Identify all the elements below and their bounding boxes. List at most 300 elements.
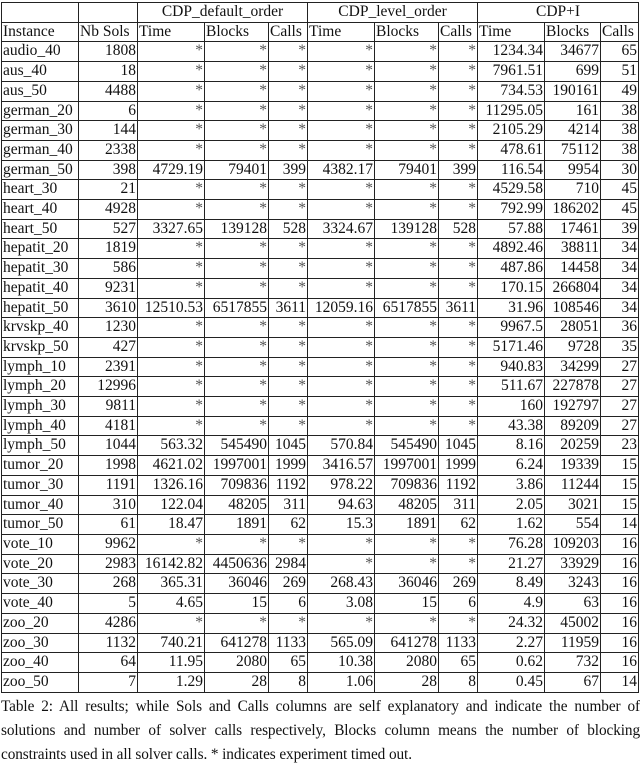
value-cell: 62 bbox=[439, 515, 478, 535]
value-cell: 310 bbox=[79, 495, 138, 515]
value-cell: * bbox=[439, 101, 478, 121]
table-row bbox=[2, 633, 639, 653]
value-cell: 1191 bbox=[79, 475, 138, 495]
value-cell: 38 bbox=[601, 121, 639, 141]
value-cell: 2983 bbox=[79, 554, 138, 574]
value-cell: * bbox=[308, 278, 375, 298]
value-cell: * bbox=[205, 259, 269, 279]
value-cell: 554 bbox=[545, 515, 601, 535]
value-cell: 45 bbox=[601, 200, 639, 220]
value-cell: * bbox=[205, 278, 269, 298]
instance-cell: krvskp_50 bbox=[2, 337, 79, 357]
value-cell: * bbox=[269, 239, 308, 259]
value-cell: * bbox=[205, 613, 269, 633]
value-cell: 6517855 bbox=[205, 298, 269, 318]
value-cell: 4529.58 bbox=[478, 180, 545, 200]
value-cell: 63 bbox=[545, 594, 601, 614]
value-cell: 2338 bbox=[79, 140, 138, 160]
value-cell: * bbox=[205, 62, 269, 82]
table-caption: Table 2: All results; while Sols and Calls columns are self explanatory and indicate the number of solutions and number of solver calls respectively, Blocks column means the number of blocking constraints used in all solver calls. * indicates experiment timed out. bbox=[1, 697, 640, 763]
value-cell: * bbox=[269, 259, 308, 279]
value-cell: * bbox=[308, 397, 375, 417]
value-cell: 311 bbox=[269, 495, 308, 515]
table-row bbox=[2, 62, 639, 82]
value-cell: 3611 bbox=[439, 298, 478, 318]
instance-cell: hepatit_40 bbox=[2, 278, 79, 298]
value-cell: 734.53 bbox=[478, 81, 545, 101]
value-cell: * bbox=[439, 81, 478, 101]
value-cell: * bbox=[205, 534, 269, 554]
value-cell: 8 bbox=[439, 672, 478, 692]
value-cell: 4928 bbox=[79, 200, 138, 220]
value-cell: 511.67 bbox=[478, 377, 545, 397]
instance-cell: heart_30 bbox=[2, 180, 79, 200]
value-cell: 18 bbox=[79, 62, 138, 82]
instance-cell: hepatit_30 bbox=[2, 259, 79, 279]
value-cell: 20259 bbox=[545, 436, 601, 456]
value-cell: 67 bbox=[545, 672, 601, 692]
value-cell: * bbox=[205, 397, 269, 417]
table-row bbox=[2, 140, 639, 160]
value-cell: 34299 bbox=[545, 357, 601, 377]
value-cell: 65 bbox=[269, 653, 308, 673]
value-cell: 1999 bbox=[439, 456, 478, 476]
value-cell: * bbox=[439, 377, 478, 397]
value-cell: * bbox=[205, 42, 269, 62]
instance-cell: vote_10 bbox=[2, 534, 79, 554]
value-cell: * bbox=[269, 318, 308, 338]
table-row bbox=[2, 357, 639, 377]
group-header-row bbox=[2, 3, 639, 23]
value-cell: 15 bbox=[601, 456, 639, 476]
instance-cell: zoo_20 bbox=[2, 613, 79, 633]
table-row bbox=[2, 337, 639, 357]
value-cell: 1998 bbox=[79, 456, 138, 476]
value-cell: 9231 bbox=[79, 278, 138, 298]
value-cell: 398 bbox=[79, 160, 138, 180]
value-cell: 38 bbox=[601, 101, 639, 121]
value-cell: 4892.46 bbox=[478, 239, 545, 259]
group-header-empty bbox=[2, 3, 79, 23]
table-row bbox=[2, 554, 639, 574]
value-cell: 545490 bbox=[205, 436, 269, 456]
value-cell: 1045 bbox=[439, 436, 478, 456]
value-cell: 527 bbox=[79, 219, 138, 239]
value-cell: 3243 bbox=[545, 574, 601, 594]
value-cell: * bbox=[138, 200, 205, 220]
value-cell: * bbox=[375, 239, 439, 259]
column-header-calls: Calls bbox=[269, 22, 308, 42]
value-cell: * bbox=[138, 42, 205, 62]
value-cell: * bbox=[308, 81, 375, 101]
value-cell: 28051 bbox=[545, 318, 601, 338]
value-cell: 116.54 bbox=[478, 160, 545, 180]
value-cell: 1133 bbox=[439, 633, 478, 653]
table-row bbox=[2, 278, 639, 298]
value-cell: * bbox=[375, 377, 439, 397]
value-cell: 1.62 bbox=[478, 515, 545, 535]
value-cell: * bbox=[439, 140, 478, 160]
value-cell: * bbox=[138, 357, 205, 377]
value-cell: 161 bbox=[545, 101, 601, 121]
instance-cell: zoo_50 bbox=[2, 672, 79, 692]
value-cell: 978.22 bbox=[308, 475, 375, 495]
value-cell: 266804 bbox=[545, 278, 601, 298]
value-cell: 34 bbox=[601, 278, 639, 298]
value-cell: * bbox=[138, 259, 205, 279]
value-cell: * bbox=[308, 62, 375, 82]
value-cell: * bbox=[308, 42, 375, 62]
value-cell: * bbox=[375, 81, 439, 101]
value-cell: * bbox=[138, 121, 205, 141]
value-cell: 311 bbox=[439, 495, 478, 515]
value-cell: 16 bbox=[601, 534, 639, 554]
value-cell: * bbox=[375, 397, 439, 417]
value-cell: 19339 bbox=[545, 456, 601, 476]
column-header-instance: Instance bbox=[2, 22, 79, 42]
value-cell: 16 bbox=[601, 653, 639, 673]
instance-cell: audio_40 bbox=[2, 42, 79, 62]
value-cell: 6517855 bbox=[375, 298, 439, 318]
value-cell: * bbox=[269, 140, 308, 160]
value-cell: 2.27 bbox=[478, 633, 545, 653]
value-cell: 6 bbox=[439, 594, 478, 614]
value-cell: * bbox=[439, 42, 478, 62]
value-cell: 1819 bbox=[79, 239, 138, 259]
value-cell: 6 bbox=[269, 594, 308, 614]
value-cell: 24.32 bbox=[478, 613, 545, 633]
value-cell: * bbox=[269, 613, 308, 633]
value-cell: 75112 bbox=[545, 140, 601, 160]
table-row bbox=[2, 397, 639, 417]
instance-cell: lymph_20 bbox=[2, 377, 79, 397]
column-header-calls: Calls bbox=[439, 22, 478, 42]
value-cell: * bbox=[308, 200, 375, 220]
value-cell: * bbox=[269, 534, 308, 554]
value-cell: 190161 bbox=[545, 81, 601, 101]
value-cell: 710 bbox=[545, 180, 601, 200]
value-cell: * bbox=[269, 278, 308, 298]
table-row bbox=[2, 574, 639, 594]
value-cell: 0.45 bbox=[478, 672, 545, 692]
value-cell: * bbox=[439, 534, 478, 554]
value-cell: 12996 bbox=[79, 377, 138, 397]
value-cell: * bbox=[269, 377, 308, 397]
value-cell: * bbox=[269, 62, 308, 82]
table-row bbox=[2, 180, 639, 200]
value-cell: 563.32 bbox=[138, 436, 205, 456]
value-cell: 2391 bbox=[79, 357, 138, 377]
column-header-time: Time bbox=[308, 22, 375, 42]
value-cell: 4181 bbox=[79, 416, 138, 436]
instance-cell: german_30 bbox=[2, 121, 79, 141]
value-cell: 38811 bbox=[545, 239, 601, 259]
instance-cell: hepatit_50 bbox=[2, 298, 79, 318]
value-cell: 12059.16 bbox=[308, 298, 375, 318]
value-cell: 1044 bbox=[79, 436, 138, 456]
value-cell: 4729.19 bbox=[138, 160, 205, 180]
instance-cell: lymph_10 bbox=[2, 357, 79, 377]
value-cell: * bbox=[439, 357, 478, 377]
value-cell: 792.99 bbox=[478, 200, 545, 220]
value-cell: * bbox=[439, 554, 478, 574]
value-cell: 17461 bbox=[545, 219, 601, 239]
instance-cell: german_40 bbox=[2, 140, 79, 160]
table-row bbox=[2, 436, 639, 456]
value-cell: * bbox=[269, 200, 308, 220]
value-cell: * bbox=[375, 101, 439, 121]
value-cell: * bbox=[138, 397, 205, 417]
value-cell: 2984 bbox=[269, 554, 308, 574]
value-cell: 16 bbox=[601, 594, 639, 614]
value-cell: * bbox=[138, 318, 205, 338]
value-cell: * bbox=[138, 613, 205, 633]
value-cell: * bbox=[269, 180, 308, 200]
value-cell: 5 bbox=[79, 594, 138, 614]
value-cell: 15 bbox=[205, 594, 269, 614]
value-cell: * bbox=[308, 121, 375, 141]
value-cell: * bbox=[205, 200, 269, 220]
value-cell: 51 bbox=[601, 62, 639, 82]
value-cell: * bbox=[308, 377, 375, 397]
value-cell: * bbox=[138, 101, 205, 121]
instance-cell: vote_20 bbox=[2, 554, 79, 574]
table-row bbox=[2, 515, 639, 535]
value-cell: 18.47 bbox=[138, 515, 205, 535]
value-cell: * bbox=[138, 416, 205, 436]
value-cell: 709836 bbox=[205, 475, 269, 495]
value-cell: 565.09 bbox=[308, 633, 375, 653]
group-header-cdp-plus-i: CDP+I bbox=[478, 3, 639, 23]
value-cell: 109203 bbox=[545, 534, 601, 554]
value-cell: 94.63 bbox=[308, 495, 375, 515]
value-cell: 1999 bbox=[269, 456, 308, 476]
value-cell: * bbox=[439, 239, 478, 259]
value-cell: 699 bbox=[545, 62, 601, 82]
value-cell: * bbox=[308, 416, 375, 436]
instance-cell: tumor_50 bbox=[2, 515, 79, 535]
value-cell: 3611 bbox=[269, 298, 308, 318]
value-cell: 1045 bbox=[269, 436, 308, 456]
value-cell: 27 bbox=[601, 416, 639, 436]
value-cell: 139128 bbox=[375, 219, 439, 239]
value-cell: 79401 bbox=[205, 160, 269, 180]
value-cell: * bbox=[205, 357, 269, 377]
table-row bbox=[2, 613, 639, 633]
instance-cell: zoo_30 bbox=[2, 633, 79, 653]
value-cell: 15 bbox=[601, 475, 639, 495]
value-cell: 4450636 bbox=[205, 554, 269, 574]
value-cell: * bbox=[439, 259, 478, 279]
value-cell: 3327.65 bbox=[138, 219, 205, 239]
instance-cell: tumor_30 bbox=[2, 475, 79, 495]
value-cell: 43.38 bbox=[478, 416, 545, 436]
value-cell: 0.62 bbox=[478, 653, 545, 673]
instance-cell: vote_30 bbox=[2, 574, 79, 594]
value-cell: * bbox=[269, 416, 308, 436]
value-cell: * bbox=[439, 397, 478, 417]
value-cell: 34677 bbox=[545, 42, 601, 62]
value-cell: 427 bbox=[79, 337, 138, 357]
value-cell: 57.88 bbox=[478, 219, 545, 239]
instance-cell: german_50 bbox=[2, 160, 79, 180]
instance-cell: hepatit_20 bbox=[2, 239, 79, 259]
value-cell: 160 bbox=[478, 397, 545, 417]
value-cell: * bbox=[308, 239, 375, 259]
value-cell: 9811 bbox=[79, 397, 138, 417]
value-cell: 65 bbox=[439, 653, 478, 673]
value-cell: 1997001 bbox=[375, 456, 439, 476]
value-cell: 1230 bbox=[79, 318, 138, 338]
value-cell: 35 bbox=[601, 337, 639, 357]
group-header-cdp-default-order: CDP_default_order bbox=[138, 3, 308, 23]
value-cell: 64 bbox=[79, 653, 138, 673]
value-cell: * bbox=[269, 81, 308, 101]
value-cell: 4382.17 bbox=[308, 160, 375, 180]
instance-cell: krvskp_40 bbox=[2, 318, 79, 338]
value-cell: * bbox=[308, 613, 375, 633]
value-cell: * bbox=[205, 239, 269, 259]
value-cell: 1997001 bbox=[205, 456, 269, 476]
instance-cell: tumor_20 bbox=[2, 456, 79, 476]
table-row bbox=[2, 534, 639, 554]
value-cell: 478.61 bbox=[478, 140, 545, 160]
value-cell: 170.15 bbox=[478, 278, 545, 298]
value-cell: 8.49 bbox=[478, 574, 545, 594]
value-cell: 12510.53 bbox=[138, 298, 205, 318]
value-cell: * bbox=[439, 337, 478, 357]
table-row bbox=[2, 475, 639, 495]
value-cell: 76.28 bbox=[478, 534, 545, 554]
value-cell: * bbox=[308, 259, 375, 279]
value-cell: 1808 bbox=[79, 42, 138, 62]
column-header-calls: Calls bbox=[601, 22, 639, 42]
table-row bbox=[2, 672, 639, 692]
value-cell: 36046 bbox=[375, 574, 439, 594]
value-cell: 365.31 bbox=[138, 574, 205, 594]
value-cell: * bbox=[138, 534, 205, 554]
value-cell: 268.43 bbox=[308, 574, 375, 594]
instance-cell: lymph_30 bbox=[2, 397, 79, 417]
table-row bbox=[2, 594, 639, 614]
value-cell: 39 bbox=[601, 219, 639, 239]
value-cell: 21 bbox=[79, 180, 138, 200]
value-cell: 9728 bbox=[545, 337, 601, 357]
value-cell: 940.83 bbox=[478, 357, 545, 377]
value-cell: 528 bbox=[269, 219, 308, 239]
value-cell: 227878 bbox=[545, 377, 601, 397]
value-cell: 61 bbox=[79, 515, 138, 535]
value-cell: 34 bbox=[601, 259, 639, 279]
value-cell: 2080 bbox=[375, 653, 439, 673]
value-cell: * bbox=[375, 337, 439, 357]
value-cell: 269 bbox=[269, 574, 308, 594]
value-cell: 9954 bbox=[545, 160, 601, 180]
value-cell: 3610 bbox=[79, 298, 138, 318]
value-cell: 5171.46 bbox=[478, 337, 545, 357]
value-cell: 268 bbox=[79, 574, 138, 594]
value-cell: 740.21 bbox=[138, 633, 205, 653]
value-cell: 269 bbox=[439, 574, 478, 594]
value-cell: 586 bbox=[79, 259, 138, 279]
value-cell: * bbox=[439, 318, 478, 338]
value-cell: * bbox=[138, 81, 205, 101]
value-cell: 16 bbox=[601, 554, 639, 574]
table-body bbox=[2, 42, 639, 692]
value-cell: 7 bbox=[79, 672, 138, 692]
instance-cell: aus_40 bbox=[2, 62, 79, 82]
value-cell: 14458 bbox=[545, 259, 601, 279]
value-cell: 528 bbox=[439, 219, 478, 239]
value-cell: * bbox=[205, 377, 269, 397]
instance-cell: lymph_50 bbox=[2, 436, 79, 456]
value-cell: 1192 bbox=[269, 475, 308, 495]
value-cell: * bbox=[439, 416, 478, 436]
value-cell: 1234.34 bbox=[478, 42, 545, 62]
value-cell: 9962 bbox=[79, 534, 138, 554]
value-cell: 3021 bbox=[545, 495, 601, 515]
value-cell: * bbox=[308, 337, 375, 357]
value-cell: * bbox=[375, 121, 439, 141]
group-header-empty bbox=[79, 3, 138, 23]
value-cell: 108546 bbox=[545, 298, 601, 318]
value-cell: * bbox=[205, 318, 269, 338]
column-header-nb-sols: Nb Sols bbox=[79, 22, 138, 42]
value-cell: 1.06 bbox=[308, 672, 375, 692]
value-cell: 192797 bbox=[545, 397, 601, 417]
value-cell: 16 bbox=[601, 613, 639, 633]
value-cell: 27 bbox=[601, 357, 639, 377]
value-cell: 16 bbox=[601, 633, 639, 653]
value-cell: 3.08 bbox=[308, 594, 375, 614]
value-cell: * bbox=[269, 337, 308, 357]
value-cell: 4286 bbox=[79, 613, 138, 633]
value-cell: * bbox=[308, 357, 375, 377]
value-cell: 2105.29 bbox=[478, 121, 545, 141]
value-cell: 2080 bbox=[205, 653, 269, 673]
value-cell: 1132 bbox=[79, 633, 138, 653]
value-cell: * bbox=[375, 200, 439, 220]
table-row bbox=[2, 653, 639, 673]
table-row bbox=[2, 495, 639, 515]
value-cell: 15 bbox=[375, 594, 439, 614]
value-cell: 28 bbox=[205, 672, 269, 692]
value-cell: * bbox=[375, 42, 439, 62]
value-cell: 144 bbox=[79, 121, 138, 141]
value-cell: 487.86 bbox=[478, 259, 545, 279]
value-cell: * bbox=[375, 62, 439, 82]
value-cell: 3416.57 bbox=[308, 456, 375, 476]
value-cell: 31.96 bbox=[478, 298, 545, 318]
value-cell: * bbox=[205, 101, 269, 121]
value-cell: 34 bbox=[601, 239, 639, 259]
value-cell: 79401 bbox=[375, 160, 439, 180]
table-row bbox=[2, 416, 639, 436]
value-cell: * bbox=[269, 42, 308, 62]
value-cell: * bbox=[205, 337, 269, 357]
value-cell: 62 bbox=[269, 515, 308, 535]
value-cell: * bbox=[205, 121, 269, 141]
value-cell: * bbox=[205, 81, 269, 101]
value-cell: 49 bbox=[601, 81, 639, 101]
value-cell: * bbox=[269, 101, 308, 121]
value-cell: * bbox=[138, 180, 205, 200]
value-cell: * bbox=[439, 180, 478, 200]
value-cell: 6 bbox=[79, 101, 138, 121]
value-cell: 11.95 bbox=[138, 653, 205, 673]
table-row bbox=[2, 42, 639, 62]
value-cell: * bbox=[375, 613, 439, 633]
